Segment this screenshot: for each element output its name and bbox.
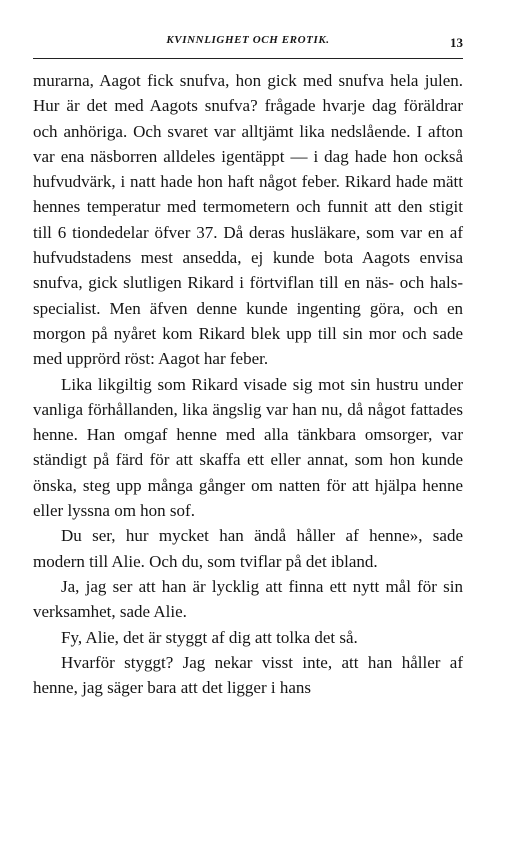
paragraph-6: Hvarför styggt? Jag nekar visst inte, att han håller af henne, jag säger bara att det ligger i hans — [33, 652, 463, 698]
page-number: 13 — [450, 35, 463, 50]
paragraph-1: murarna, Aagot fick snufva, hon gick med snufva hela julen. Hur är det med Aagots snufva? frågade hvarje dag föräldrar och anhöriga. Och svaret var alltjämt lika nedslående. I afton var ena näsborren alldeles igentäppt — i dag hade hon också hufvudvärk, i natt hade hon haft något feber. Rikard hade mätt hennes temperatur med termometern och funnit att den stigit till 6 tiondedelar öfver 37. Då deras husläkare, som var en af hufvudstadens mest ansedda, ej kunde bota Aagots envisa snufva, gick slutligen Rikard i förtviflan till en näs- och hals-specialist. Men äfven denne kunde ingenting göra, och en morgon på nyåret kom Rikard blek upp till sin mor och sade med upprörd röst: Aagot har feber. — [33, 71, 463, 369]
body-text — [33, 68, 463, 700]
paragraph-4: Ja, jag ser att han är lycklig att finna ett nytt mål för sin verksamhet, sade Alie. — [33, 576, 463, 622]
running-title: KVINNLIGHET OCH EROTIK. — [166, 34, 330, 46]
paragraph-3: Du ser, hur mycket han ändå håller af henne», sade modern till Alie. Och du, som tviflar på det ibland. — [33, 526, 463, 571]
running-head — [33, 30, 463, 59]
paragraph-5: Fy, Alie, det är styggt af dig att tolka det så. — [61, 627, 358, 647]
paragraph-2: Lika likgiltig som Rikard visade sig mot sin hustru under vanliga förhållanden, lika ängslig var han nu, då något fattades henne. Han omgaf henne med alla tänkbara omsorger, var ständigt på färd för att skaffa ett eller annat, som hon kunde önska, steg upp många gånger om natten för att hjälpa henne eller lyssna om hon sof. — [33, 374, 463, 521]
